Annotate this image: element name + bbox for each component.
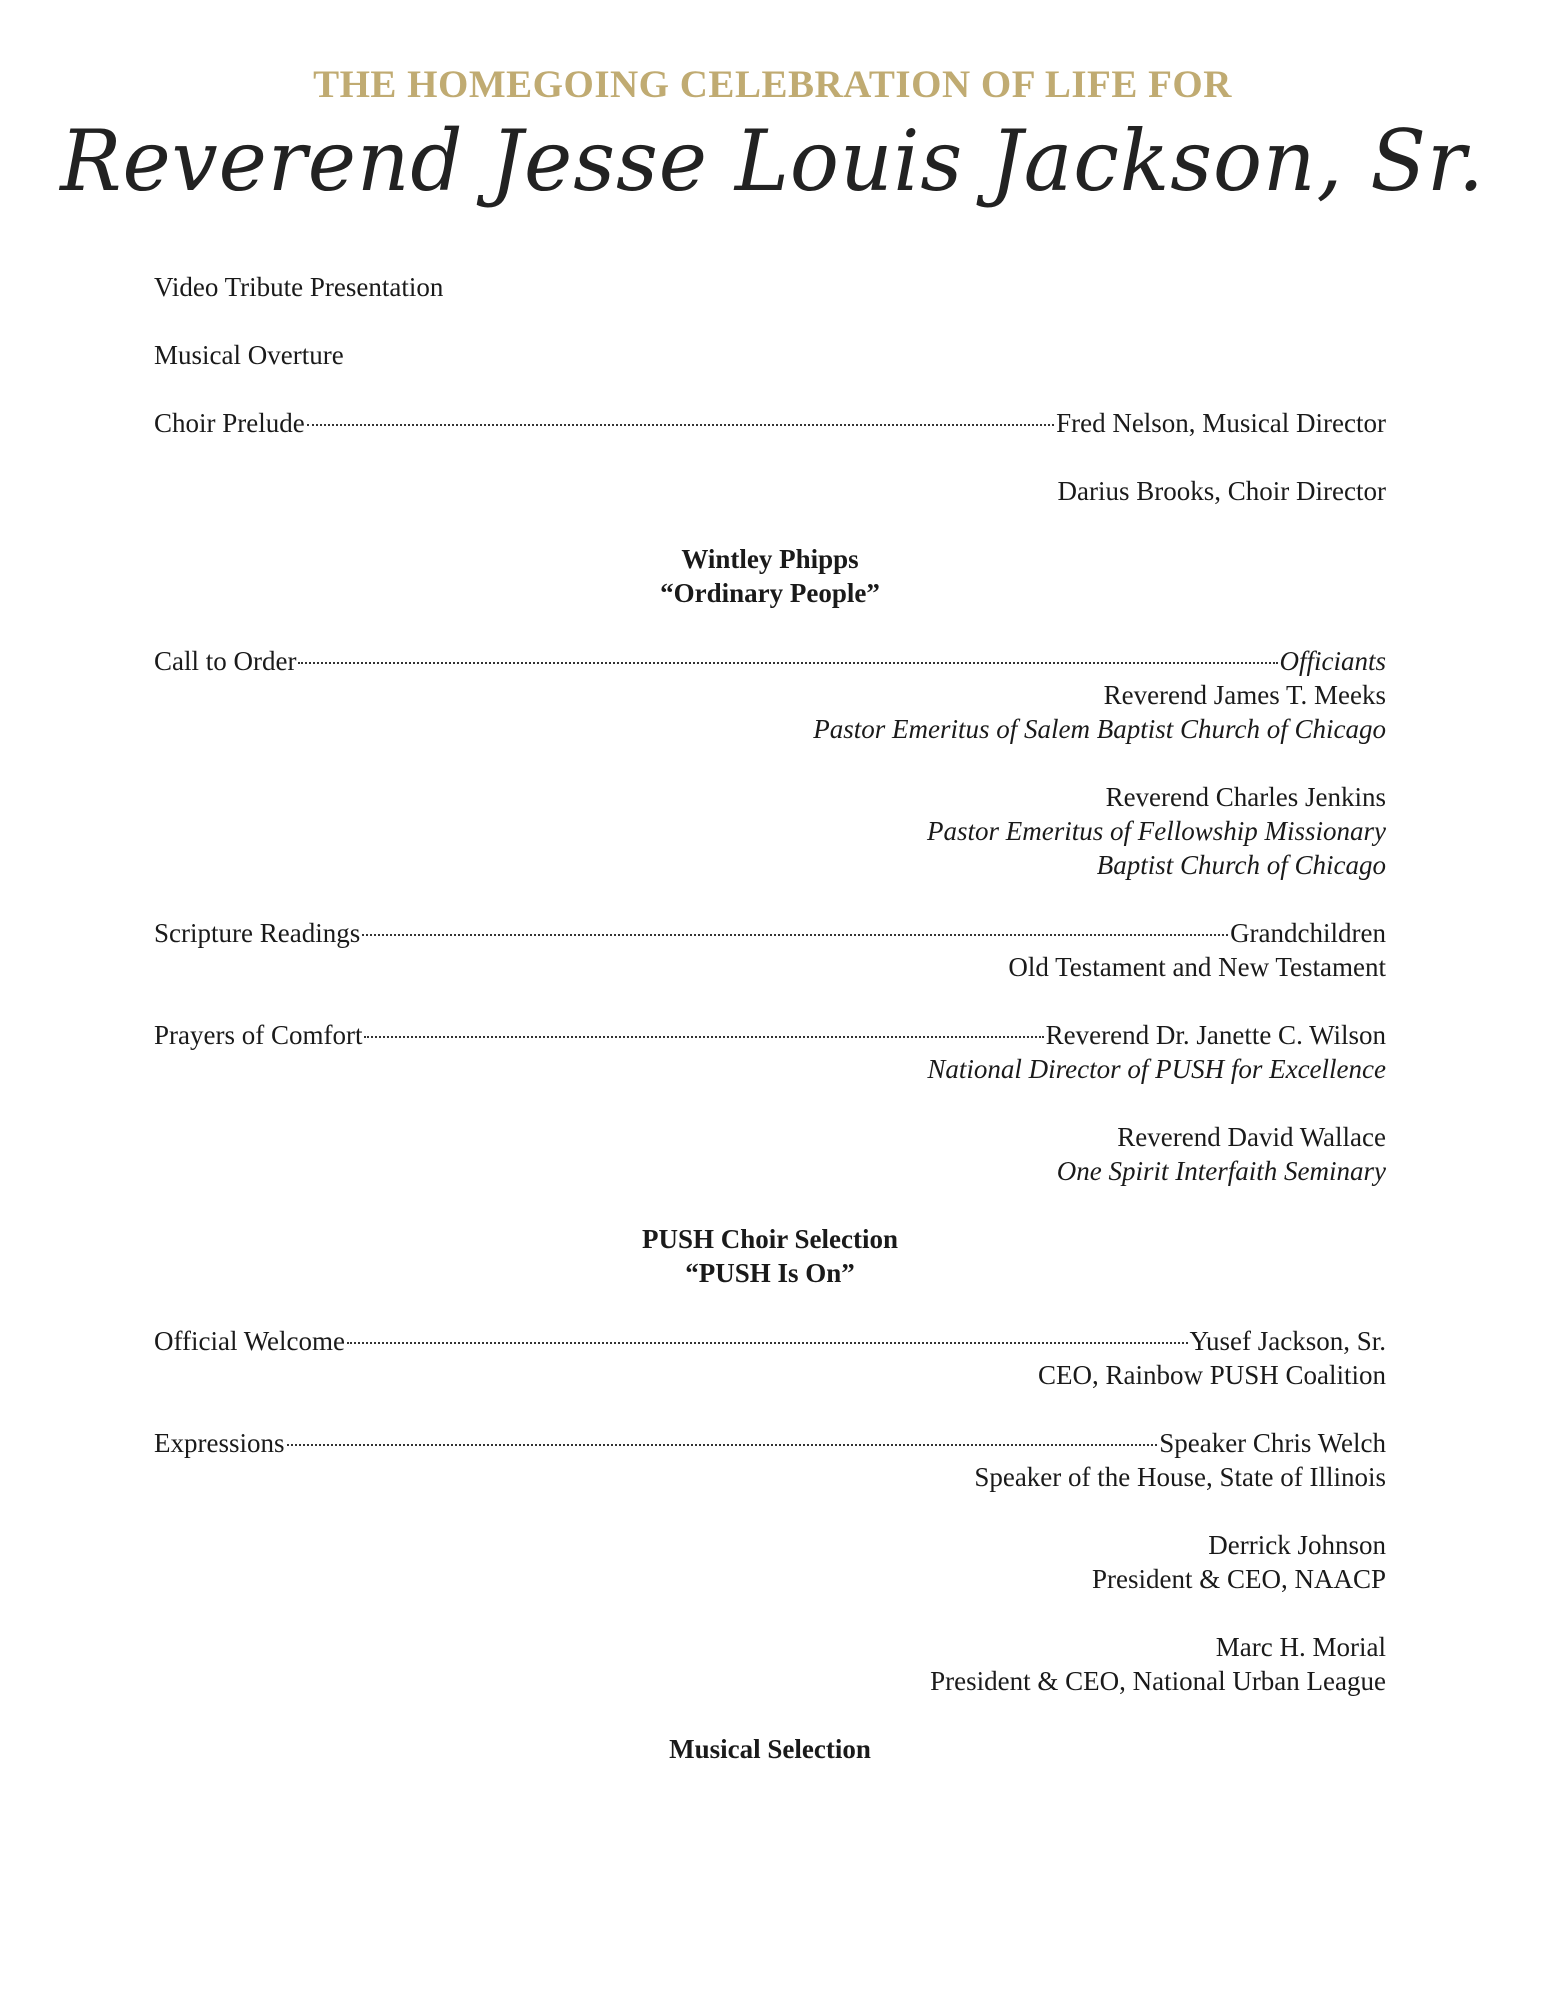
video-tribute-item: Video Tribute Presentation xyxy=(154,272,444,302)
selection1-performer: Wintley Phipps xyxy=(681,544,859,574)
expressions-person1: Speaker Chris Welch xyxy=(1159,1428,1386,1458)
expressions-person3-title: President & CEO, National Urban League xyxy=(930,1666,1386,1696)
selection1-title: “Ordinary People” xyxy=(660,578,880,608)
choir-prelude-row xyxy=(154,406,1386,440)
scripture-detail: Old Testament and New Testament xyxy=(1008,952,1386,982)
prayers-row xyxy=(154,1018,1386,1052)
expressions-row xyxy=(154,1426,1386,1460)
officiant2-title-line1: Pastor Emeritus of Fellowship Missionary xyxy=(927,816,1386,846)
choir-director: Darius Brooks, Choir Director xyxy=(1057,476,1386,506)
call-to-order-row xyxy=(154,644,1386,678)
officiant2-name: Reverend Charles Jenkins xyxy=(1105,782,1386,812)
prayers-person1-title: National Director of PUSH for Excellence xyxy=(927,1054,1386,1084)
prayers-person1: Reverend Dr. Janette C. Wilson xyxy=(1045,1020,1386,1050)
leader-dots xyxy=(298,662,1277,664)
call-to-order-label: Call to Order xyxy=(154,646,297,676)
welcome-label: Official Welcome xyxy=(154,1326,346,1356)
welcome-row xyxy=(154,1324,1386,1358)
officiant1-title: Pastor Emeritus of Salem Baptist Church of Chicago xyxy=(813,714,1386,744)
call-to-order-role: Officiants xyxy=(1279,646,1386,676)
expressions-person2: Derrick Johnson xyxy=(1208,1530,1386,1560)
selection2-performer: PUSH Choir Selection xyxy=(642,1224,898,1254)
leader-dots xyxy=(307,424,1054,426)
leader-dots xyxy=(364,1036,1043,1038)
selection2-title: “PUSH Is On” xyxy=(685,1258,855,1288)
leader-dots xyxy=(347,1342,1187,1344)
officiant1-name: Reverend James T. Meeks xyxy=(1103,680,1386,710)
honoree-name: Reverend Jesse Louis Jackson, Sr. xyxy=(60,112,1485,210)
prayers-label: Prayers of Comfort xyxy=(154,1020,363,1050)
scripture-row xyxy=(154,916,1386,950)
expressions-person2-title: President & CEO, NAACP xyxy=(1091,1564,1386,1594)
musical-selection-item: Musical Selection xyxy=(669,1734,871,1764)
prayers-person2-title: One Spirit Interfaith Seminary xyxy=(1056,1156,1386,1186)
welcome-person: Yusef Jackson, Sr. xyxy=(1189,1326,1386,1356)
prayers-person2: Reverend David Wallace xyxy=(1117,1122,1386,1152)
choir-prelude-label: Choir Prelude xyxy=(154,408,305,438)
scripture-label: Scripture Readings xyxy=(154,918,361,948)
scripture-person: Grandchildren xyxy=(1230,918,1386,948)
leader-dots xyxy=(362,934,1228,936)
officiant2-title-line2: Baptist Church of Chicago xyxy=(1096,850,1386,880)
musical-overture-item: Musical Overture xyxy=(154,340,344,370)
expressions-label: Expressions xyxy=(154,1428,285,1458)
order-of-service xyxy=(154,270,1386,1766)
program-heading: THE HOMEGOING CELEBRATION OF LIFE FOR xyxy=(313,63,1232,106)
leader-dots xyxy=(287,1444,1158,1446)
choir-prelude-person: Fred Nelson, Musical Director xyxy=(1056,408,1386,438)
welcome-person-title: CEO, Rainbow PUSH Coalition xyxy=(1037,1360,1386,1390)
expressions-person1-title: Speaker of the House, State of Illinois xyxy=(974,1462,1386,1492)
expressions-person3: Marc H. Morial xyxy=(1215,1632,1386,1662)
